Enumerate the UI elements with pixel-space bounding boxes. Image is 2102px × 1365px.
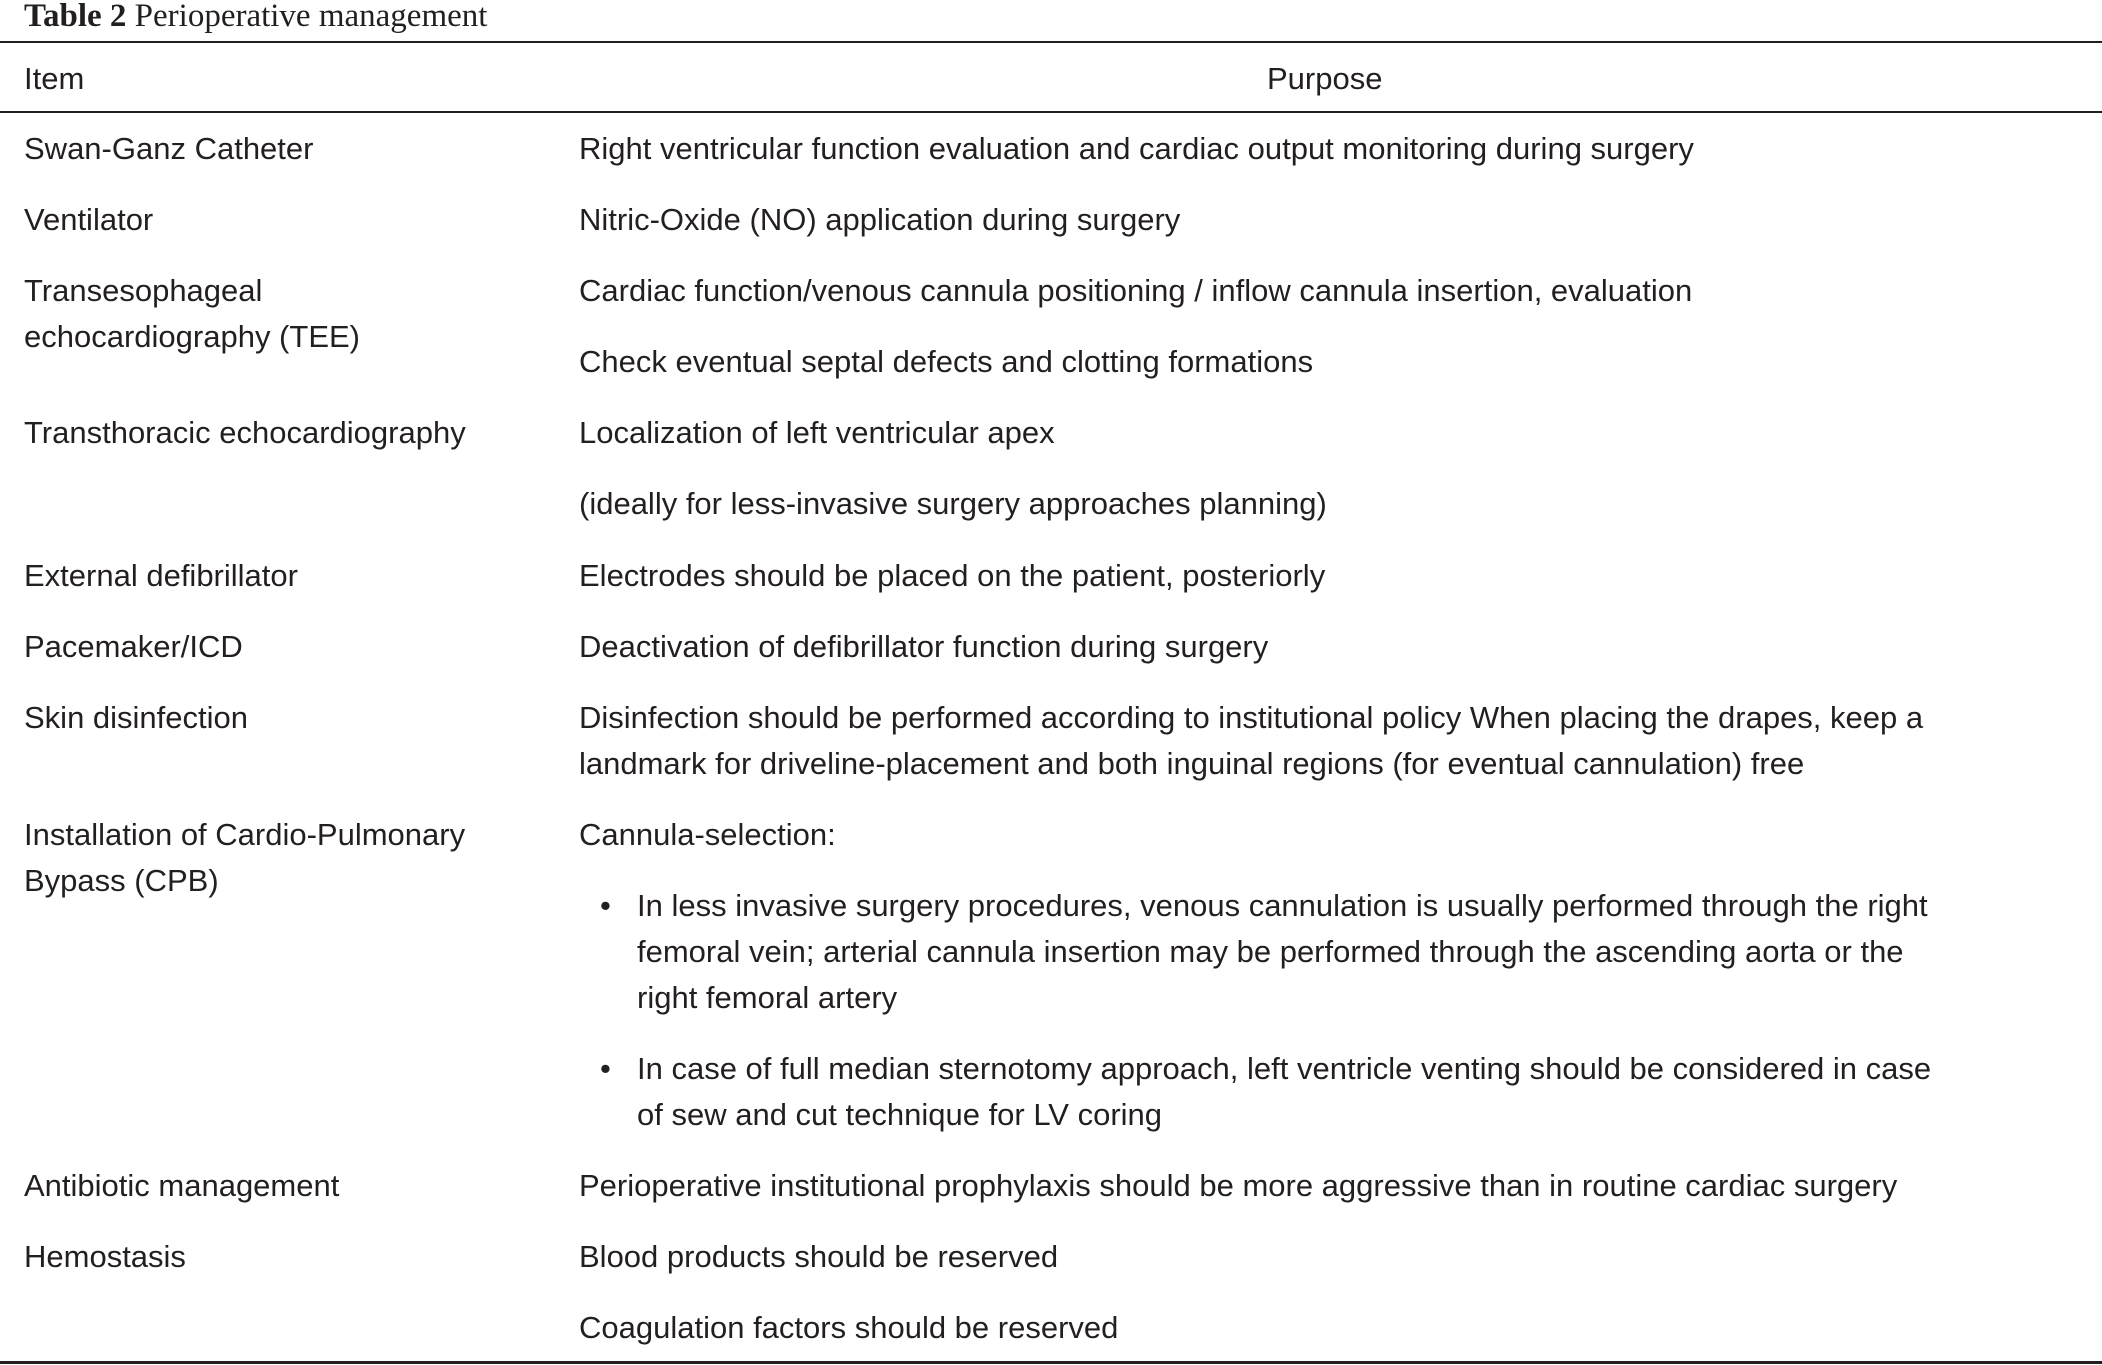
table-caption: Perioperative management — [126, 0, 488, 34]
column-header-item: Item — [24, 61, 85, 96]
column-header-purpose: Purpose — [1267, 61, 1383, 96]
row-purpose: Disinfection should be performed according to institutional policy When placing the drapes, keep a — [579, 700, 1924, 735]
bullet-point: • — [600, 888, 611, 923]
row-item-continued: Bypass (CPB) — [24, 863, 219, 898]
row-item: Hemostasis — [24, 1239, 186, 1274]
row-item: Transthoracic echocardiography — [24, 415, 466, 450]
bullet-text: In case of full median sternotomy approach, left ventricle venting should be considered in case — [637, 1051, 1932, 1086]
bullet-point: • — [600, 1051, 611, 1086]
row-purpose-continued: landmark for driveline-placement and both inguinal regions (for eventual cannulation) free — [579, 746, 1805, 781]
row-purpose: Coagulation factors should be reserved — [579, 1310, 1119, 1345]
row-purpose: Check eventual septal defects and clotting formations — [579, 344, 1314, 379]
row-purpose-intro: Cannula-selection: — [579, 817, 836, 852]
row-item: Swan-Ganz Catheter — [24, 131, 314, 166]
row-purpose: Right ventricular function evaluation and cardiac output monitoring during surgery — [579, 131, 1694, 166]
row-purpose: Nitric-Oxide (NO) application during surgery — [579, 202, 1181, 237]
bullet-text: of sew and cut technique for LV coring — [637, 1097, 1163, 1132]
row-purpose: Blood products should be reserved — [579, 1239, 1059, 1274]
row-item: Antibiotic management — [24, 1168, 340, 1203]
row-purpose: Cardiac function/venous cannula positioning / inflow cannula insertion, evaluation — [579, 273, 1693, 308]
row-purpose: Perioperative institutional prophylaxis should be more aggressive than in routine cardiac surgery — [579, 1168, 1898, 1203]
row-item: External defibrillator — [24, 558, 298, 593]
row-item: Ventilator — [24, 202, 154, 237]
row-item: Skin disinfection — [24, 700, 249, 735]
row-purpose: Electrodes should be placed on the patient, posteriorly — [579, 558, 1326, 593]
bullet-text: right femoral artery — [637, 980, 898, 1015]
row-purpose: Deactivation of defibrillator function during surgery — [579, 629, 1269, 664]
table-bottom-rule — [0, 1361, 2102, 1364]
bullet-text: In less invasive surgery procedures, venous cannulation is usually performed through the right — [637, 888, 1928, 923]
table-title — [24, 0, 487, 34]
row-item: Pacemaker/ICD — [24, 629, 243, 664]
header-rule — [0, 111, 2102, 113]
row-item-continued: echocardiography (TEE) — [24, 319, 360, 354]
table-number: Table 2 — [24, 0, 127, 34]
row-purpose: Localization of left ventricular apex — [579, 415, 1055, 450]
table-top-rule — [0, 41, 2102, 43]
row-item: Installation of Cardio-Pulmonary — [24, 817, 466, 852]
bullet-text: femoral vein; arterial cannula insertion may be performed through the ascending aorta or the — [637, 934, 1904, 969]
row-item: Transesophageal — [24, 273, 263, 308]
row-purpose: (ideally for less-invasive surgery approaches planning) — [579, 486, 1327, 521]
